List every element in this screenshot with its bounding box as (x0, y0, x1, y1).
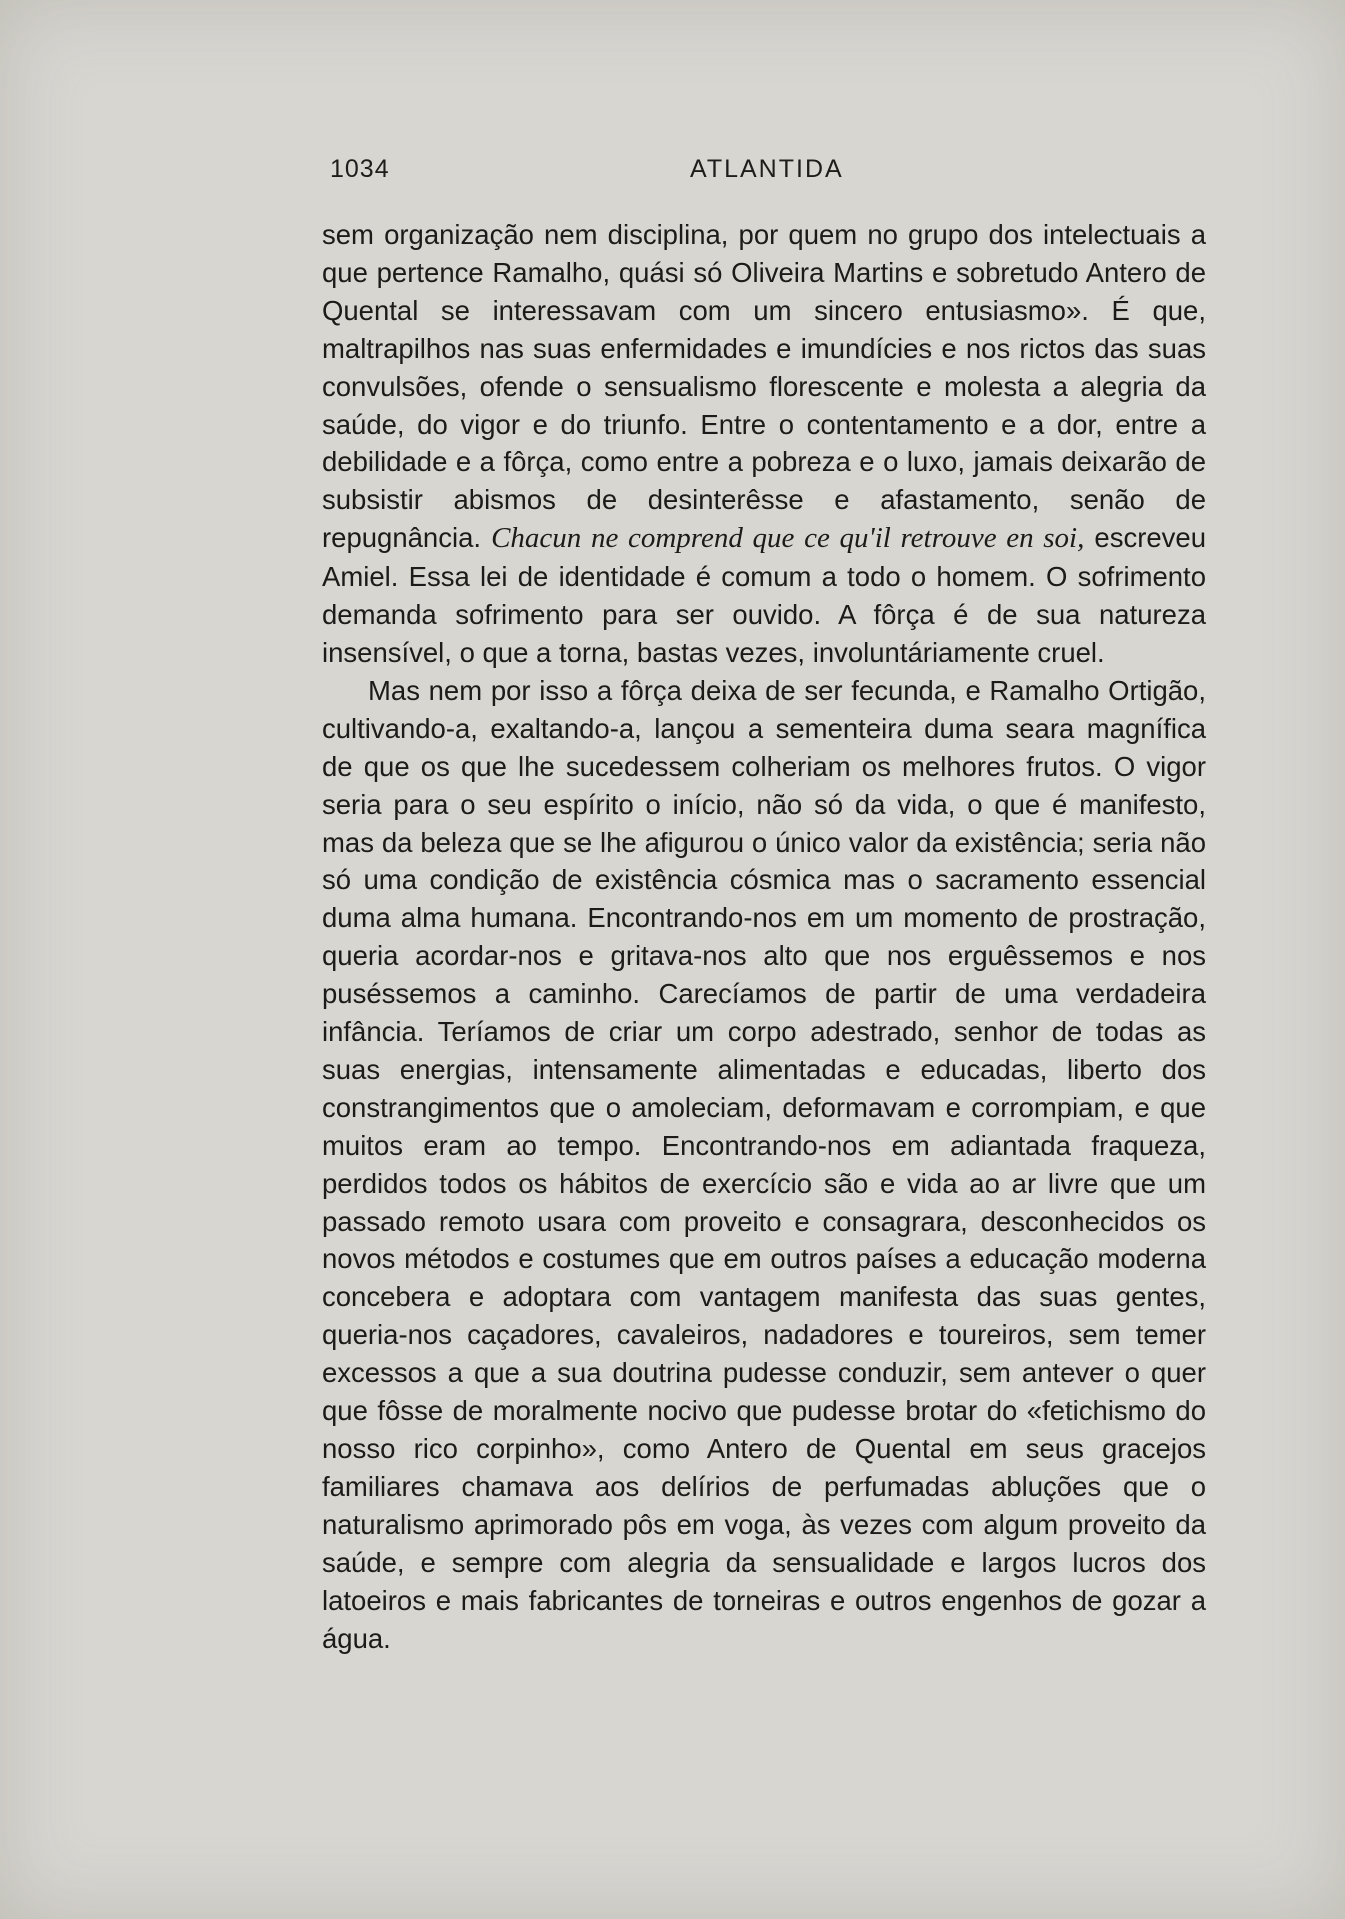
paragraph-continuation (322, 216, 1206, 672)
italic-quotation: Chacun ne comprend que ce qu'il retrouve en soi, (491, 522, 1085, 555)
body-text (322, 216, 1206, 1657)
paragraph-text: escreveu Amiel. Essa lei de identidade é comum a todo o homem. O sofrimento demanda sofrimento para ser ouvido. A fôrça é de sua natureza insensível, o que a torna, bastas vezes, involuntáriamente cruel. (322, 522, 1206, 668)
page-number: 1034 (330, 155, 390, 183)
paragraph-text: sem organização nem disciplina, por quem no grupo dos intelectuais a que pertence Ramalho, quási só Oliveira Martins e sobretudo Antero de Quental se interessavam com um sincero entusiasmo». É que, maltrapilhos nas suas enfermidades e imundícies e nos rictos das suas convulsões, ofende o sensualismo florescente e molesta a alegria da saúde, do vigor e do triunfo. Entre o contentamento e a dor, entre a debilidade e a fôrça, como entre a pobreza e o luxo, jamais deixarão de subsistir abismos de desinterêsse e afastamento, senão de repugnância. (322, 219, 1206, 554)
page-header (330, 155, 1200, 191)
running-title: ATLANTIDA (690, 155, 844, 183)
paragraph: Mas nem por isso a fôrça deixa de ser fecunda, e Ramalho Ortigão, cultivando-a, exaltando-a, lançou a sementeira duma seara magnífica de que os que lhe sucedessem colheriam os melhores frutos. O vigor seria para o seu espírito o início, não só da vida, o que é manifesto, mas da beleza que se lhe afigurou o único valor da existência; seria não só uma condição de existência cósmica mas o sacramento essencial duma alma humana. Encontrando-nos em um momento de prostração, queria acordar-nos e gritava-nos alto que nos erguêssemos e nos puséssemos a caminho. Carecíamos de partir de uma verdadeira infância. Teríamos de criar um corpo adestrado, senhor de todas as suas energias, intensamente alimentadas e educadas, liberto dos constrangimentos que o amoleciam, deformavam e corrompiam, e que muitos eram ao tempo. Encontrando-nos em adiantada fraqueza, perdidos todos os hábitos de exercício são e vida ao ar livre que um passado remoto usara com proveito e consagrara, desconhecidos os novos métodos e costumes que em outros países a educação moderna concebera e adoptara com vantagem manifesta das suas gentes, queria-nos caçadores, cavaleiros, nadadores e toureiros, sem temer excessos a que a sua doutrina pudesse conduzir, sem antever o quer que fôsse de moralmente nocivo que pudesse brotar do «fetichismo do nosso rico corpinho», como Antero de Quental em seus gracejos familiares chamava aos delírios de perfumadas abluções que o naturalismo aprimorado pôs em voga, às vezes com algum proveito da saúde, e sempre com alegria da sensualidade e largos lucros dos latoeiros e mais fabricantes de torneiras e outros engenhos de gozar a água. (322, 674, 1206, 1654)
